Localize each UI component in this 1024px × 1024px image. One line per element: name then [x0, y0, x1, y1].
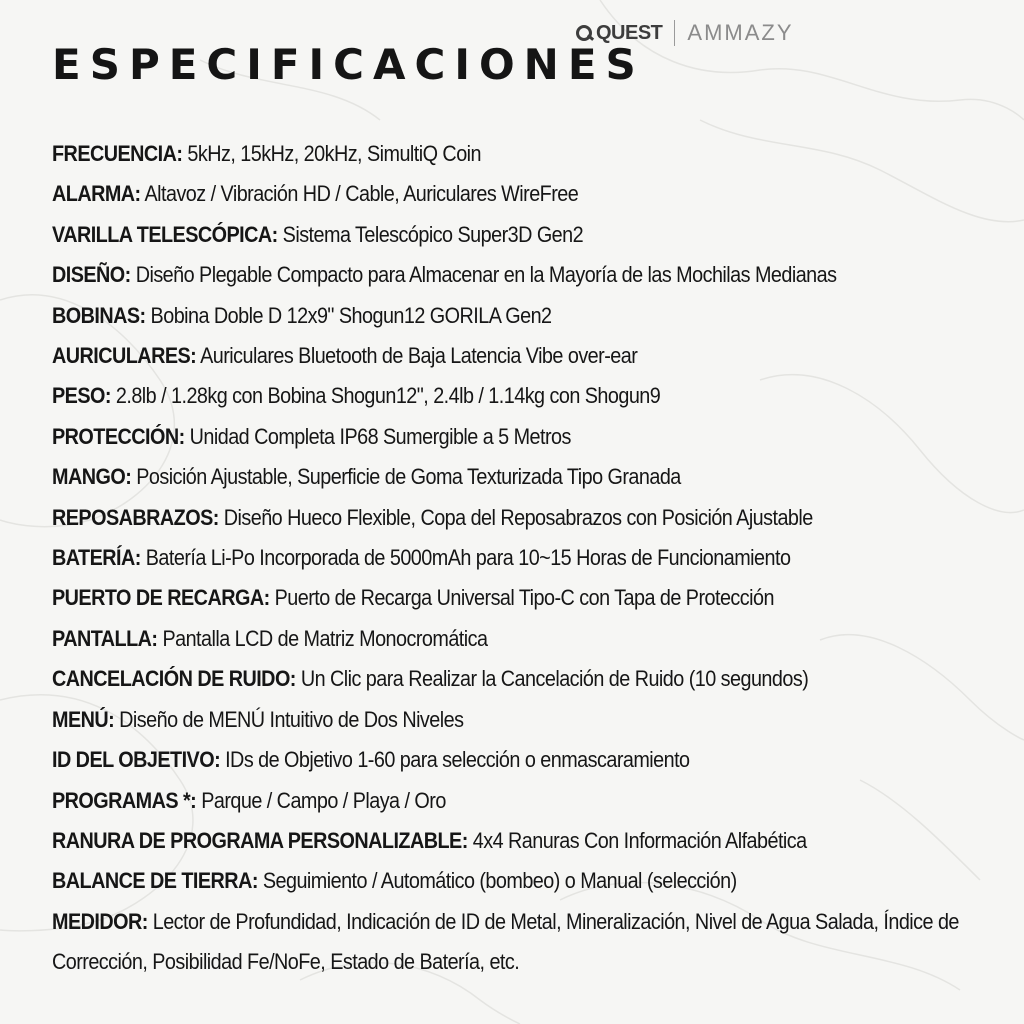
spec-value: 2.8lb / 1.28kg con Bobina Shogun12", 2.4lb / 1.14kg con Shogun9: [115, 383, 661, 409]
spec-label: MENÚ:: [52, 706, 115, 732]
spec-row: [52, 781, 916, 821]
spec-row: [52, 417, 916, 457]
spec-value: Posición Ajustable, Superficie de Goma Texturizada Tipo Granada: [136, 464, 681, 490]
spec-list: [52, 134, 1012, 983]
spec-label: FRECUENCIA:: [52, 141, 183, 166]
spec-label: BALANCE DE TIERRA:: [52, 868, 258, 894]
spec-label: REPOSABRAZOS:: [52, 504, 219, 530]
spec-label: CANCELACIÓN DE RUIDO:: [52, 666, 296, 692]
spec-value: 5kHz, 15kHz, 20kHz, SimultiQ Coin: [187, 141, 482, 166]
spec-value: Diseño de MENÚ Intuitivo de Dos Niveles: [119, 706, 464, 732]
page-title: ESPECIFICACIONES: [52, 40, 645, 89]
spec-label: VARILLA TELESCÓPICA:: [52, 221, 278, 247]
spec-value: Un Clic para Realizar la Cancelación de Ruido (10 segundos): [300, 666, 809, 692]
spec-value: Seguimiento / Automático (bombeo) o Manual (selección): [262, 868, 737, 894]
spec-value: Unidad Completa IP68 Sumergible a 5 Metros: [189, 423, 571, 449]
spec-label: MANGO:: [52, 464, 132, 490]
spec-row: [52, 134, 916, 174]
spec-value: Altavoz / Vibración HD / Cable, Auriculares WireFree: [144, 181, 579, 207]
spec-row: [52, 498, 916, 538]
spec-value: Lector de Profundidad, Indicación de ID de Metal, Mineralización, Nivel de Agua Salada, Índice de Corrección, Posibilidad Fe/NoFe, Estado de Batería, etc.: [52, 908, 959, 975]
spec-value: Bobina Doble D 12x9" Shogun12 GORILA Gen2: [150, 302, 552, 328]
quest-logo-text: QUEST: [596, 21, 663, 44]
spec-row: [52, 902, 1006, 983]
spec-row: [52, 215, 916, 255]
spec-label: PROTECCIÓN:: [52, 423, 185, 449]
spec-label: PANTALLA:: [52, 625, 158, 651]
spec-label: MEDIDOR:: [52, 908, 148, 934]
spec-row: [52, 861, 916, 901]
spec-row: [52, 821, 916, 861]
spec-row: [52, 457, 916, 497]
spec-value: Parque / Campo / Playa / Oro: [201, 787, 446, 813]
spec-label: PROGRAMAS *:: [52, 787, 197, 813]
quest-q-icon: [576, 25, 592, 41]
ammazy-logo-text: AMMAZY: [687, 20, 794, 45]
spec-label: PESO:: [52, 383, 111, 409]
spec-label: DISEÑO:: [52, 262, 131, 288]
brand-divider: [674, 20, 675, 46]
spec-label: BATERÍA:: [52, 545, 141, 571]
spec-label: PUERTO DE RECARGA:: [52, 585, 270, 611]
spec-value: Batería Li-Po Incorporada de 5000mAh para 10~15 Horas de Funcionamiento: [145, 545, 791, 571]
spec-value: Puerto de Recarga Universal Tipo-C con Tapa de Protección: [274, 585, 774, 611]
spec-row: [52, 174, 916, 214]
spec-value: IDs de Objetivo 1-60 para selección o enmascaramiento: [225, 747, 690, 773]
spec-row: [52, 740, 916, 780]
spec-row: [52, 578, 916, 618]
spec-row: [52, 700, 916, 740]
spec-value: 4x4 Ranuras Con Información Alfabética: [472, 827, 807, 853]
spec-row: [52, 336, 916, 376]
spec-label: ID DEL OBJETIVO:: [52, 747, 221, 773]
spec-value: Diseño Hueco Flexible, Copa del Reposabrazos con Posición Ajustable: [223, 504, 813, 530]
spec-row: [52, 538, 916, 578]
spec-label: BOBINAS:: [52, 302, 146, 328]
spec-row: [52, 619, 916, 659]
spec-row: [52, 255, 916, 295]
spec-label: ALARMA:: [52, 181, 141, 207]
spec-row: [52, 376, 916, 416]
spec-row: [52, 296, 916, 336]
spec-row: [52, 659, 916, 699]
spec-label: AURICULARES:: [52, 343, 197, 369]
spec-value: Auriculares Bluetooth de Baja Latencia Vibe over-ear: [200, 343, 638, 369]
spec-value: Diseño Plegable Compacto para Almacenar en la Mayoría de las Mochilas Medianas: [135, 262, 837, 288]
spec-label: RANURA DE PROGRAMA PERSONALIZABLE:: [52, 827, 468, 853]
spec-value: Sistema Telescópico Super3D Gen2: [282, 221, 584, 247]
spec-value: Pantalla LCD de Matriz Monocromática: [162, 625, 488, 651]
